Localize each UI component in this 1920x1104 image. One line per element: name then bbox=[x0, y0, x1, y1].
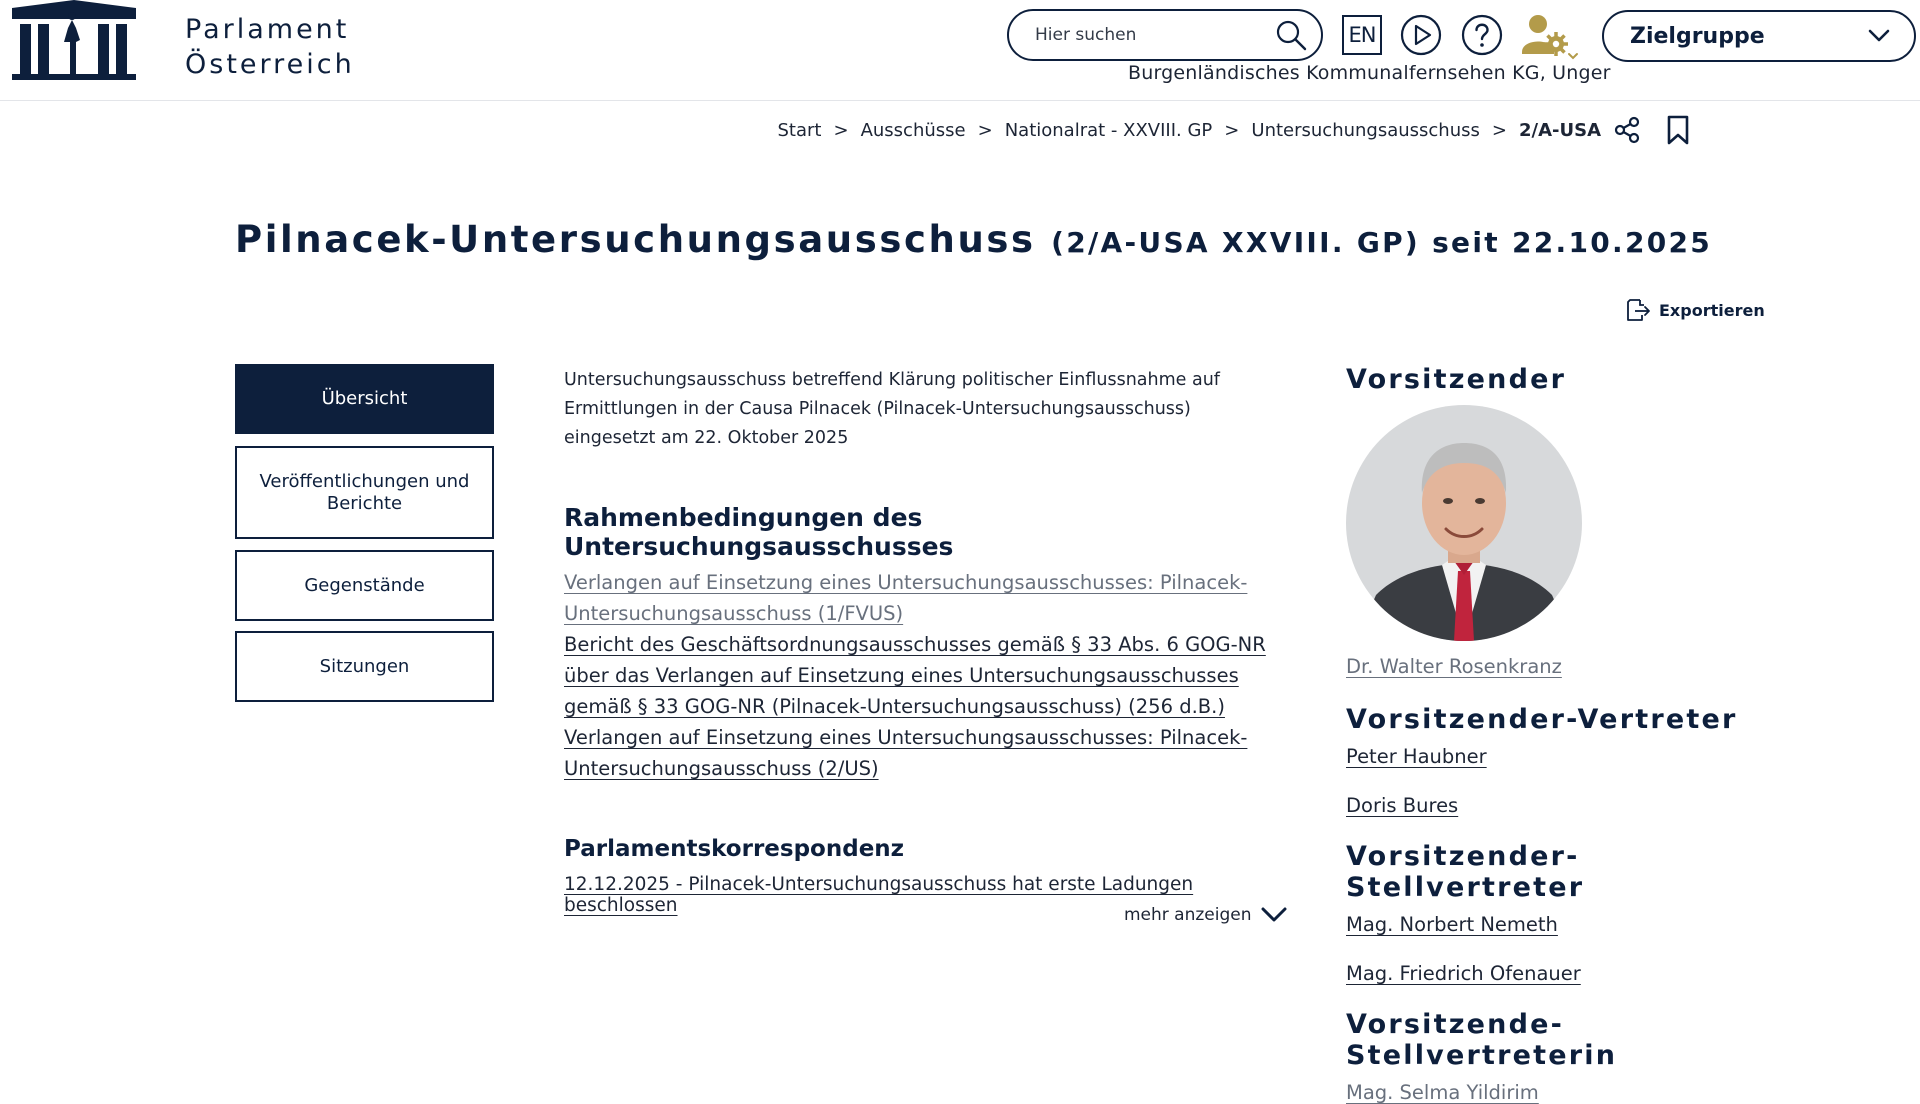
korrespondenz-link[interactable]: 12.12.2025 - Pilnacek-Untersuchungsausschuss hat erste Ladungen beschlossen bbox=[564, 874, 1194, 916]
play-icon[interactable] bbox=[1400, 14, 1442, 56]
audience-dropdown[interactable] bbox=[1602, 10, 1916, 62]
rahmen-heading: Rahmenbedingungen des Untersuchungsausschusses bbox=[564, 503, 954, 561]
chairman-portrait bbox=[1346, 405, 1582, 641]
breadcrumb-item-ausschuesse[interactable]: Ausschüsse bbox=[860, 119, 966, 141]
language-switch-button[interactable]: EN bbox=[1342, 15, 1382, 55]
breadcrumb-current: 2/A-USA bbox=[1518, 119, 1601, 141]
korrespondenz-heading: Parlamentskorrespondenz bbox=[564, 836, 905, 862]
document-link[interactable]: Verlangen auf Einsetzung eines Untersuchungsausschusses: Pilnacek-Untersuchungsausschuss (2/US) bbox=[564, 726, 1248, 780]
search-input[interactable] bbox=[1035, 25, 1275, 45]
chevron-down-icon bbox=[1260, 905, 1288, 925]
member-link[interactable]: Dr. Walter Rosenkranz bbox=[1346, 655, 1562, 678]
breadcrumb-separator: > bbox=[977, 119, 993, 141]
export-icon bbox=[1625, 297, 1651, 323]
member-link[interactable]: Peter Haubner bbox=[1346, 745, 1487, 768]
breadcrumb bbox=[778, 115, 1692, 145]
site-header bbox=[0, 0, 1920, 101]
committee-members bbox=[1346, 364, 1786, 1104]
chevron-down-icon bbox=[1868, 29, 1890, 43]
breadcrumb-separator: > bbox=[833, 119, 849, 141]
tab-gegenstaende[interactable]: Gegenstände bbox=[235, 550, 494, 621]
brand-line-2: Österreich bbox=[185, 49, 355, 80]
member-link[interactable]: Doris Bures bbox=[1346, 794, 1459, 817]
show-more-label: mehr anzeigen bbox=[1124, 905, 1252, 925]
tab-sitzungen[interactable]: Sitzungen bbox=[235, 631, 494, 702]
breadcrumb-separator: > bbox=[1224, 119, 1240, 141]
share-icon[interactable] bbox=[1613, 116, 1641, 144]
breadcrumb-item-untersuchungsausschuss[interactable]: Untersuchungsausschuss bbox=[1251, 119, 1480, 141]
main-content bbox=[564, 366, 1284, 916]
tab-veroeffentlichungen[interactable]: Veröffentlichungen und Berichte bbox=[235, 446, 494, 539]
committee-description: Untersuchungsausschuss betreffend Klärung politischer Einflussnahme auf Ermittlungen in der Causa Pilnacek (Pilnacek-Untersuchungsausschuss) eingesetzt am 22. Oktober 2025 bbox=[564, 370, 1220, 448]
document-link[interactable]: Bericht des Geschäftsordnungsausschusses gemäß § 33 Abs. 6 GOG-NR über das Verlangen auf Einsetzung eines Untersuchungsausschusses gemäß § 33 GOG-NR (Pilnacek-Untersuchungsausschuss) (256 d.B.) bbox=[564, 633, 1266, 718]
vertreter-heading: Vorsitzender-Vertreter bbox=[1346, 704, 1738, 735]
export-label: Exportieren bbox=[1659, 300, 1765, 320]
breadcrumb-item-start[interactable]: Start bbox=[777, 119, 822, 141]
member-link[interactable]: Mag. Selma Yildirim bbox=[1346, 1081, 1539, 1104]
document-list bbox=[564, 567, 1284, 784]
export-button[interactable] bbox=[1625, 297, 1765, 323]
breadcrumb-separator: > bbox=[1491, 119, 1507, 141]
audience-dropdown-label: Zielgruppe bbox=[1630, 23, 1765, 49]
brand-line-1: Parlament bbox=[185, 14, 350, 45]
breadcrumb-item-nationalrat[interactable]: Nationalrat - XXVIII. GP bbox=[1004, 119, 1213, 141]
search-box[interactable] bbox=[1007, 9, 1323, 61]
page-title bbox=[235, 218, 1712, 261]
page-title-sub: (2/A-USA XXVIII. GP) seit 22.10.2025 bbox=[1051, 226, 1713, 259]
member-link[interactable]: Mag. Norbert Nemeth bbox=[1346, 913, 1558, 936]
user-settings-icon[interactable] bbox=[1520, 12, 1580, 64]
stellvertreter-heading: Vorsitzender-Stellvertreter bbox=[1346, 841, 1585, 903]
vorsitzender-heading: Vorsitzender bbox=[1346, 364, 1567, 395]
help-icon[interactable] bbox=[1461, 14, 1503, 56]
member-link[interactable]: Mag. Friedrich Ofenauer bbox=[1346, 962, 1581, 985]
brand-name[interactable] bbox=[185, 12, 355, 82]
tab-uebersicht[interactable]: Übersicht bbox=[235, 364, 494, 434]
document-link[interactable]: Verlangen auf Einsetzung eines Untersuchungsausschusses: Pilnacek-Untersuchungsausschuss (1/FVUS) bbox=[564, 571, 1248, 625]
parliament-logo[interactable] bbox=[10, 0, 138, 82]
page-title-main: Pilnacek-Untersuchungsausschuss bbox=[235, 218, 1036, 261]
search-icon[interactable] bbox=[1275, 19, 1307, 51]
show-more-button[interactable] bbox=[1124, 905, 1288, 925]
bookmark-icon[interactable] bbox=[1665, 115, 1691, 145]
stellvertreterin-heading: Vorsitzende-Stellvertreterin bbox=[1346, 1009, 1618, 1071]
account-name: Burgenländisches Kommunalfernsehen KG, Unger bbox=[1128, 62, 1611, 84]
